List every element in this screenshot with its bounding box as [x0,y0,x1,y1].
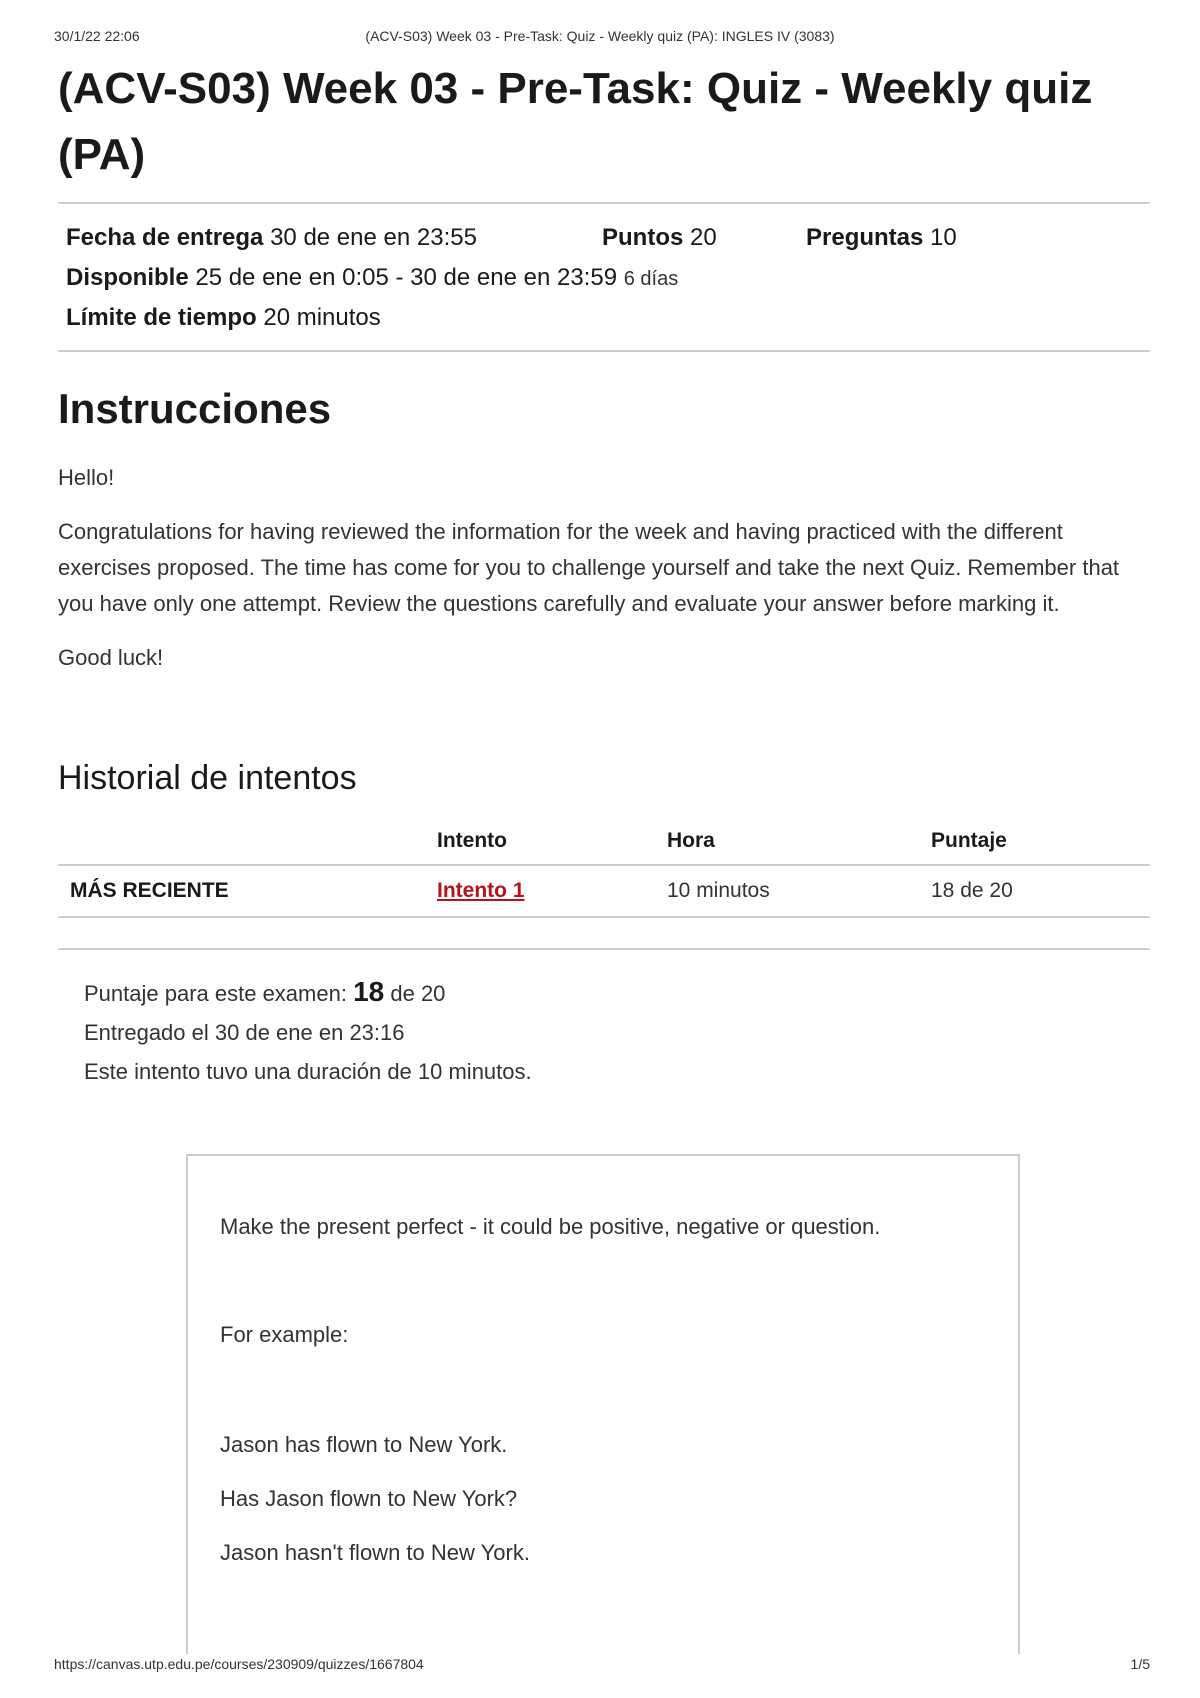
print-date: 30/1/22 22:06 [54,28,140,44]
question-example-negative: Jason hasn't flown to New York. [220,1540,530,1565]
question-example-label: For example: [220,1322,349,1347]
score-line [84,972,1124,1013]
points-value: 20 [690,224,717,251]
quiz-content [58,56,1150,1091]
instructions-heading: Instrucciones [58,385,332,432]
due-value: 30 de ene en 23:55 [270,224,477,251]
divider [58,350,1150,352]
quiz-details [58,204,1150,350]
attempt-history-table [58,818,1150,918]
column-header-score: Puntaje [930,818,1150,865]
available-value: 25 de ene en 0:05 - 30 de ene en 23:59 [195,264,618,291]
row-label: MÁS RECIENTE [58,865,436,917]
instructions-closing: Good luck! [58,645,164,670]
duration-line: Este intento tuvo una duración de 10 minutos. [84,1059,532,1084]
question-example-question: Has Jason flown to New York? [220,1486,518,1511]
time-limit-label: Límite de tiempo [66,304,257,331]
question-prompt: Make the present perfect - it could be positive, negative or question. [220,1214,881,1239]
history-heading: Historial de intentos [58,759,357,797]
questions-label: Preguntas [806,224,924,251]
question-box [186,1154,1020,1654]
available-label: Disponible [66,264,189,291]
questions-value: 10 [930,224,957,251]
available-days: 6 días [623,268,679,290]
page-title: (ACV-S03) Week 03 - Pre-Task: Quiz - Weekly quiz (PA) [58,64,1093,179]
print-document-title: (ACV-S03) Week 03 - Pre-Task: Quiz - Weekly quiz (PA): INGLES IV (3083) [365,28,835,44]
details-row-2 [66,258,1142,298]
instructions-body: Congratulations for having reviewed the information for the week and having practiced with the different exercises proposed. The time has come for you to challenge yourself and take the next Quiz. Remember that you have only one attempt. Review the questions carefully and evaluate your answer before marking it. [58,519,1120,616]
print-footer [0,1656,1200,1676]
attempt-summary [58,950,1150,1091]
table-row [58,865,1150,917]
points [602,218,806,258]
table-header-row [58,818,1150,865]
attempt-cell [436,865,666,917]
submitted-line: Entregado el 30 de ene en 23:16 [84,1020,405,1045]
due-label: Fecha de entrega [66,224,264,251]
print-url: https://canvas.utp.edu.pe/courses/230909/quizzes/1667804 [54,1656,424,1672]
print-header [0,28,1200,48]
column-header-label [58,818,436,865]
score-suffix: de 20 [390,981,446,1006]
column-header-time: Hora [666,818,930,865]
points-label: Puntos [602,224,684,251]
print-page-number: 1/5 [1130,1656,1150,1672]
details-row-3 [66,298,1142,338]
instructions-greeting: Hello! [58,465,115,490]
questions [806,218,957,258]
question-example-positive: Jason has flown to New York. [220,1432,508,1457]
details-row-1 [66,218,1142,258]
attempt-time: 10 minutos [666,865,930,917]
time-limit-value: 20 minutos [263,304,381,331]
attempt-link[interactable]: Intento 1 [437,879,525,902]
attempt-score: 18 de 20 [930,865,1150,917]
due-date [66,218,602,258]
column-header-attempt: Intento [436,818,666,865]
score-prefix: Puntaje para este examen: [84,981,347,1006]
score-value: 18 [353,976,385,1007]
